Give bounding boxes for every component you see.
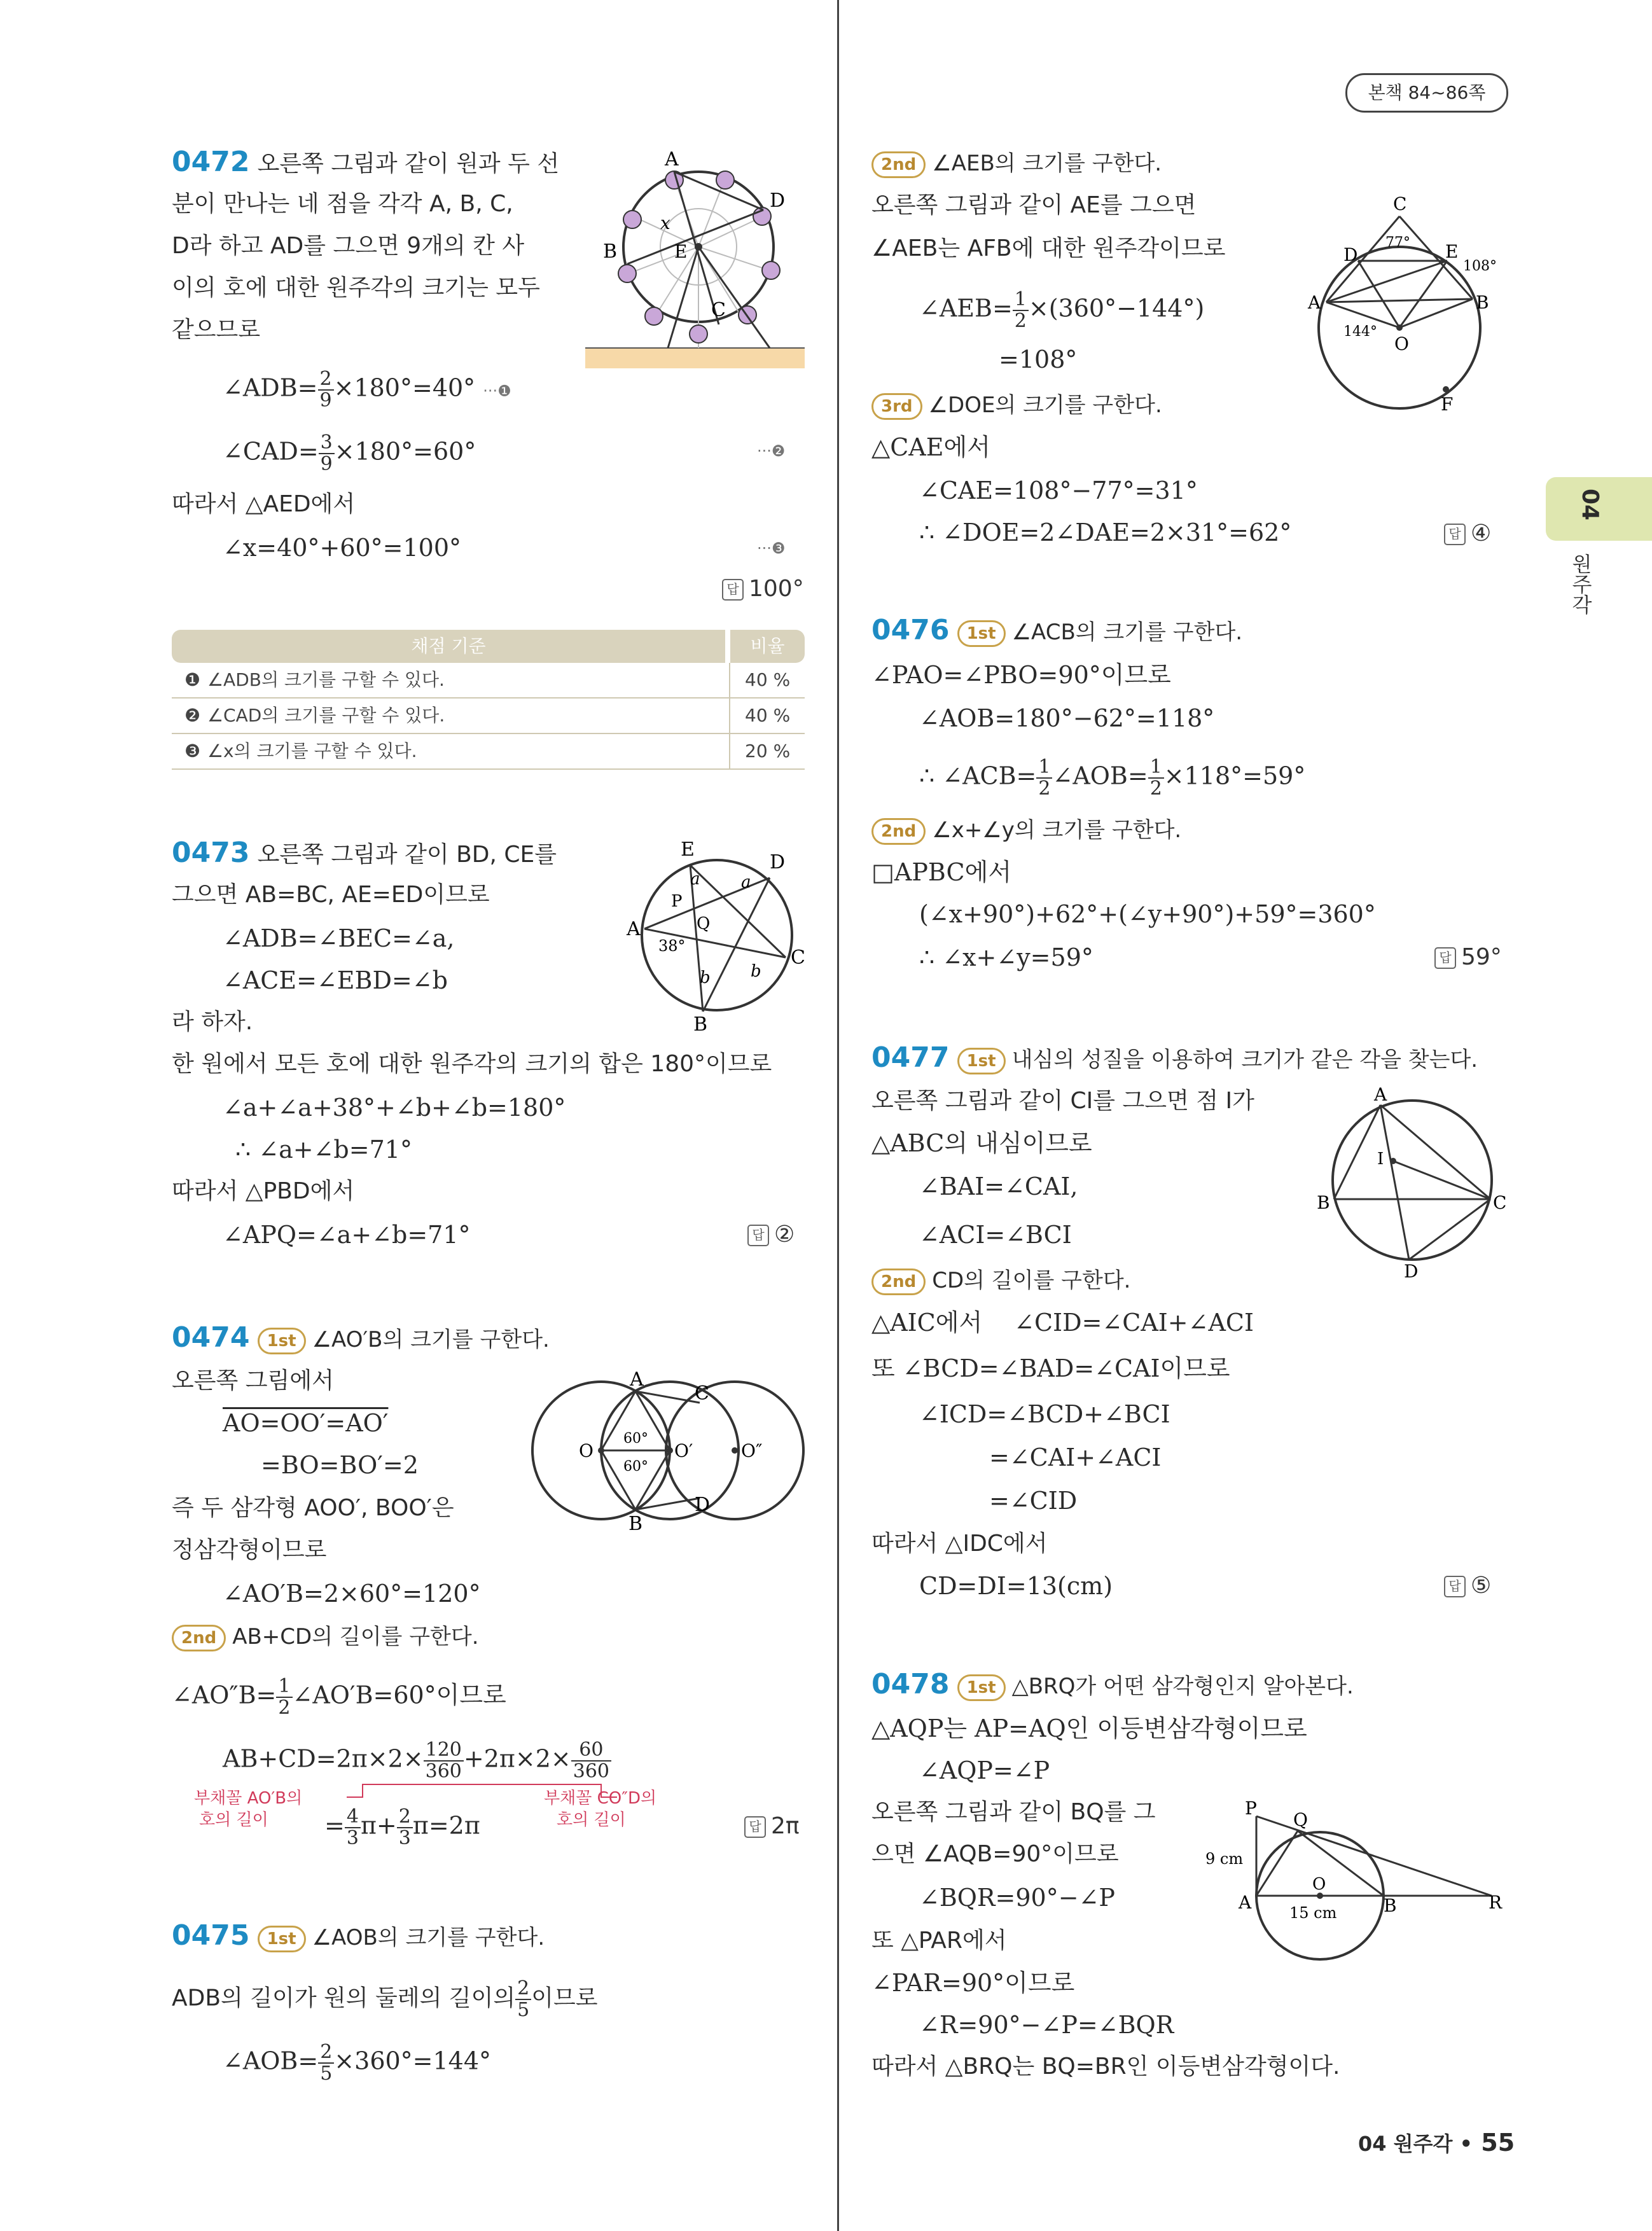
label-60-2: 60° [623, 1459, 648, 1475]
problem-number: 0474 [172, 1321, 250, 1354]
eq: △CAE에서 [871, 433, 990, 461]
eq: CD=DI=13(cm) [919, 1572, 1113, 1600]
den: 3 [398, 1827, 411, 1849]
label-q: Q [697, 914, 711, 933]
table-header [172, 630, 805, 663]
step-text: CD의 길이를 구한다. [932, 1268, 1131, 1293]
label-b2: b [751, 962, 761, 981]
text: 따라서 △PBD에서 [172, 1178, 355, 1204]
den: 2 [1038, 777, 1051, 800]
fraction [397, 1807, 413, 1849]
header-criteria: 채점 기준 [172, 630, 725, 663]
eq: ∠BAI=∠CAI, [919, 1172, 1078, 1200]
label-d: D [695, 1494, 711, 1516]
den: 2 [1014, 310, 1027, 332]
circle-aob-figure [1304, 191, 1514, 420]
answer-value: 2π [771, 1813, 800, 1839]
eq-part: ADB의 길이가 원의 둘레의 길이의 [172, 1985, 516, 2012]
note-line: 부채꼴 CO″D의 [544, 1789, 657, 1808]
problem-0472-line-3: D라 하고 AD를 그으면 9개의 칸 사 [172, 233, 525, 259]
step-badge: 2nd [871, 818, 926, 845]
row-rate: 40 % [729, 663, 805, 697]
mark: ···❶ [483, 382, 511, 400]
label-p: P [671, 892, 683, 911]
label-b: B [628, 1513, 643, 1535]
page-number: 55 [1481, 2129, 1515, 2157]
eq: (∠x+90°)+62°+(∠y+90°)+59°=360° [919, 900, 1376, 928]
eq-part: ×180°=60° [334, 437, 476, 466]
label-d: D [1404, 1261, 1419, 1282]
answer-value: ④ [1471, 520, 1492, 546]
answer-0474 [744, 1813, 800, 1839]
step-badge: 1st [957, 1048, 1006, 1074]
label-d: D [770, 190, 786, 212]
label-c: C [711, 299, 726, 321]
text: 즉 두 삼각형 AOO′, BOO′은 [172, 1495, 454, 1521]
fraction [318, 369, 334, 411]
column-divider [837, 0, 839, 2231]
text: 따라서 △BRQ는 BQ=BR인 이등변삼각형이다. [871, 2054, 1340, 2080]
label-c: C [1393, 193, 1407, 214]
eq-cad [223, 433, 476, 475]
label-a: A [1239, 1892, 1252, 1913]
problem-0475-line-1 [172, 1921, 545, 1952]
num: 1 [1013, 289, 1029, 311]
problem-number: 0477 [871, 1041, 950, 1074]
label-a: A [1374, 1084, 1387, 1105]
step-text: ∠AEB의 크기를 구한다. [932, 151, 1162, 176]
problem-0477-line-1 [871, 1043, 1478, 1074]
problem-number: 0472 [172, 146, 250, 178]
grading-table [172, 630, 805, 770]
eq-part: ∠CAD= [223, 437, 319, 466]
step-2 [172, 1621, 479, 1651]
row-text: ∠CAD의 크기를 구할 수 있다. [207, 705, 445, 726]
answer-icon: 답 [722, 579, 744, 601]
problem-0474-line-1 [172, 1323, 550, 1354]
den: 5 [517, 1999, 530, 2021]
answer-icon: 답 [744, 1816, 766, 1838]
footer-chapter: 04 원주각 • [1358, 2132, 1473, 2156]
ferris-wheel-figure [585, 143, 805, 372]
problem-0473-line-1 [172, 838, 557, 870]
eq: ∠AQP=∠P [919, 1756, 1050, 1784]
eq-part: 이므로 [531, 1985, 598, 2012]
eq: ∠AOB=180°−62°=118° [919, 704, 1215, 732]
row-text: ∠ADB의 크기를 구할 수 있다. [207, 669, 445, 690]
fraction [515, 1978, 531, 2020]
eq-part: +2π×2× [463, 1744, 571, 1773]
eq: =BO=BO′=2 [261, 1451, 419, 1479]
fraction [424, 1740, 464, 1782]
eq-x: ∠x=40°+60°=100° [223, 534, 462, 562]
den: 3 [346, 1827, 359, 1849]
label-60-1: 60° [623, 1431, 648, 1447]
label-o1: O′ [674, 1440, 693, 1461]
note-line: 호의 길이 [557, 1811, 626, 1830]
label-c: C [1493, 1192, 1507, 1213]
eq: ∠AO′B=2×60°=120° [223, 1580, 481, 1608]
eq-part: AB+CD=2π×2× [223, 1744, 424, 1773]
label-p: P [1245, 1798, 1257, 1819]
text: 오른쪽 그림에서 [172, 1368, 334, 1394]
label-o: O [1312, 1875, 1326, 1894]
note-connectors [344, 1781, 852, 1807]
problem-number: 0475 [172, 1919, 250, 1952]
label-x: x [660, 212, 670, 233]
text: 그으면 AB=BC, AE=ED이므로 [172, 882, 490, 908]
header-rate: 비율 [730, 630, 805, 663]
eq-part: ×180°=40° [333, 373, 476, 402]
eq [172, 1978, 598, 2020]
row-text: ∠x의 크기를 구할 수 있다. [207, 740, 417, 761]
eq [223, 2042, 491, 2084]
step-badge: 1st [957, 1674, 1006, 1701]
row-num: ❶ [184, 669, 201, 690]
label-b: B [603, 240, 618, 263]
answer-icon: 답 [1434, 947, 1456, 969]
fraction [318, 2042, 334, 2084]
eq-part: ∠AO″B= [172, 1681, 277, 1709]
label-a: A [630, 1368, 644, 1391]
answer-icon: 답 [1444, 1576, 1466, 1597]
answer-0473 [747, 1221, 795, 1248]
eq-part: ∴ ∠ACB= [919, 761, 1037, 790]
num: 1 [1148, 757, 1164, 779]
eq: ∴ ∠a+∠b=71° [235, 1136, 412, 1164]
problem-0472-line-1 [172, 148, 559, 179]
num: 3 [319, 433, 335, 454]
step-text: ∠ACB의 크기를 구한다. [1011, 620, 1243, 645]
den: 9 [320, 453, 333, 475]
chapter-tab-label: 원주각 [1569, 553, 1593, 615]
label-15cm: 15 cm [1289, 1904, 1337, 1922]
eq: ∴ ∠DOE=2∠DAE=2×31°=62° [919, 518, 1292, 546]
eq: =∠CID [989, 1487, 1078, 1515]
table-row [172, 698, 805, 734]
eq: ∠R=90°−∠P=∠BQR [919, 2011, 1174, 2039]
num: 2 [318, 2042, 334, 2064]
label-b: B [1476, 292, 1489, 313]
den: 5 [320, 2062, 333, 2085]
step-2-0475 [871, 148, 1162, 178]
num: 2 [318, 369, 334, 391]
fraction [1036, 757, 1052, 799]
den: 360 [573, 1760, 609, 1783]
label-a: A [1308, 292, 1321, 313]
label-f: F [1441, 394, 1454, 415]
step-3-0475 [871, 389, 1162, 420]
label-b: B [1317, 1192, 1330, 1213]
num: 60 [571, 1740, 611, 1762]
label-d: D [1343, 244, 1358, 265]
eq: ∠ACE=∠EBD=∠b [223, 966, 448, 994]
step-badge: 2nd [871, 151, 926, 178]
answer-0477 [1444, 1573, 1491, 1599]
problem-number: 0476 [871, 614, 950, 646]
eq: AO=OO′=AO′ [223, 1409, 389, 1437]
label-angle: 38° [658, 937, 686, 955]
eq [919, 289, 1204, 331]
eq-part: ×118°=59° [1163, 761, 1306, 790]
answer-icon: 답 [1444, 524, 1466, 545]
note-line: 호의 길이 [199, 1811, 268, 1830]
text: 따라서 △IDC에서 [871, 1531, 1048, 1557]
label-77: 77° [1385, 235, 1410, 251]
fraction [319, 433, 335, 475]
row-num: ❷ [184, 705, 201, 726]
answer-0472 [722, 576, 804, 602]
eq-part: ∠CID=∠CAI+∠ACI [1014, 1309, 1254, 1337]
eq-part: ∠AOB= [223, 2047, 319, 2075]
answer-value: ② [774, 1221, 795, 1248]
problem-number: 0473 [172, 837, 250, 869]
eq-part: π+ [360, 1811, 397, 1840]
eq [324, 1807, 480, 1849]
label-144: 144° [1343, 324, 1377, 340]
eq-part: ×360°=144° [334, 2047, 492, 2075]
text: ∠AEB는 AFB에 대한 원주각이므로 [871, 235, 1226, 261]
mark-3: ···❸ [757, 539, 786, 557]
eq: ∠ICD=∠BCD+∠BCI [919, 1400, 1170, 1428]
answer-icon: 답 [747, 1225, 769, 1246]
text: 오른쪽 그림과 같이 CI를 그으면 점 I가 [871, 1088, 1254, 1114]
eq-part: ∠AOB= [1052, 761, 1148, 790]
label-b: B [693, 1013, 708, 1036]
star-circle-figure [627, 838, 811, 1036]
step-text: ∠DOE의 크기를 구한다. [928, 393, 1162, 418]
chapter-tab[interactable] [1546, 477, 1652, 541]
eq-part: ∠AEB= [919, 294, 1013, 323]
row-rate: 20 % [729, 734, 805, 768]
step-2-0476 [871, 814, 1181, 845]
label-108: 108° [1463, 258, 1497, 274]
text: 정삼각형이므로 [172, 1537, 327, 1563]
eq: ∠ADB=∠BEC=∠a, [223, 924, 455, 952]
text: 한 원에서 모든 호에 대한 원주각의 크기의 합은 180°이므로 [172, 1051, 772, 1077]
step-badge: 1st [957, 620, 1006, 647]
problem-0472-line-2: 분이 만나는 네 점을 각각 A, B, C, [172, 191, 513, 217]
label-o: O [1394, 333, 1409, 354]
label-q: Q [1293, 1809, 1308, 1830]
text: 오른쪽 그림과 같이 AE를 그으면 [871, 192, 1197, 218]
table-row [172, 663, 805, 698]
ground [585, 348, 805, 368]
step-text: △BRQ가 어떤 삼각형인지 알아본다. [1011, 1674, 1354, 1699]
text: 오른쪽 그림과 같이 원과 두 선 [257, 151, 560, 177]
label-a: A [627, 918, 641, 940]
step-2-0477 [871, 1265, 1130, 1295]
step-badge: 2nd [172, 1625, 226, 1651]
answer-value: 100° [749, 576, 804, 602]
text: 따라서 △AED에서 [172, 491, 356, 517]
note-line: 부채꼴 AO′B의 [194, 1789, 303, 1808]
label-c: C [695, 1382, 709, 1405]
label-a: A [665, 148, 679, 170]
label-b: B [1384, 1895, 1397, 1916]
label-e: E [674, 241, 688, 262]
fraction [1148, 757, 1164, 799]
incircle-figure [1317, 1084, 1511, 1282]
label-o2: O″ [741, 1440, 763, 1461]
label-o: O [579, 1440, 593, 1461]
chapter-tab-number: 04 [1577, 489, 1603, 521]
eq: =∠CAI+∠ACI [989, 1443, 1162, 1471]
step-badge: 3rd [871, 393, 922, 420]
step-text: ∠AOB의 크기를 구한다. [312, 1925, 545, 1950]
problem-0478-line-1 [871, 1670, 1354, 1701]
eq: ∠BQR=90°−∠P [919, 1884, 1115, 1912]
num: 2 [515, 1978, 531, 2000]
eq: ∠PAO=∠PBO=90°이므로 [871, 661, 1171, 689]
den: 9 [319, 389, 332, 412]
tangent-figure [1205, 1800, 1511, 1966]
den: 360 [425, 1760, 462, 1783]
eq: 또 ∠BCD=∠BAD=∠CAI이므로 [871, 1354, 1230, 1382]
row-rate: 40 % [729, 698, 805, 733]
label-e: E [681, 838, 695, 861]
fraction [276, 1676, 292, 1718]
step-text: 내심의 성질을 이용하여 크기가 같은 각을 찾는다. [1011, 1047, 1478, 1073]
answer-value: ⑤ [1471, 1573, 1492, 1599]
label-d: D [770, 851, 786, 873]
eq: □APBC에서 [871, 858, 1012, 886]
eq-part: π=2π [412, 1811, 480, 1840]
label-r: R [1489, 1892, 1503, 1913]
page-reference: 본책 84~86쪽 [1345, 73, 1508, 113]
problem-0476-line-1 [871, 616, 1242, 647]
step-badge: 2nd [871, 1268, 926, 1295]
text: 으면 ∠AQB=90°이므로 [871, 1841, 1119, 1867]
three-circles-figure [528, 1368, 808, 1533]
label-c: C [791, 947, 805, 969]
problem-0472-line-4: 이의 호에 대한 원주각의 크기는 모두 [172, 275, 540, 301]
label-9cm: 9 cm [1205, 1850, 1244, 1868]
eq: ∠a+∠a+38°+∠b+∠b=180° [223, 1094, 566, 1122]
eq-part: ∠ADB= [223, 373, 318, 402]
num: 1 [1036, 757, 1052, 779]
problem-0472-line-5: 같으므로 [172, 317, 261, 343]
text: △ABC의 내심이므로 [871, 1129, 1092, 1157]
step-text: ∠x+∠y의 크기를 구한다. [932, 817, 1182, 843]
eq-part: = [324, 1811, 345, 1840]
num: 2 [397, 1807, 413, 1828]
mark-2: ···❷ [757, 442, 786, 460]
note-sector-aob [194, 1788, 302, 1831]
step-badge: 1st [258, 1328, 306, 1354]
step-text: AB+CD의 길이를 구한다. [232, 1624, 479, 1650]
label-a1: a [690, 870, 700, 889]
num: 1 [276, 1676, 292, 1698]
answer-0476 [1434, 944, 1502, 970]
text: 오른쪽 그림과 같이 BQ를 그 [871, 1799, 1156, 1825]
eq: △AQP는 AP=AQ인 이등변삼각형이므로 [871, 1714, 1307, 1742]
eq: ∠APQ=∠a+∠b=71° [223, 1221, 471, 1249]
fraction [1013, 289, 1029, 331]
eq [919, 757, 1305, 799]
step-badge: 1st [258, 1926, 306, 1952]
eq: =108° [999, 345, 1078, 373]
text: 오른쪽 그림과 같이 BD, CE를 [257, 842, 557, 868]
eq: ∠CAE=108°−77°=31° [919, 476, 1198, 504]
eq-part: ×(360°−144°) [1028, 294, 1205, 323]
eq-adb [223, 369, 511, 411]
num: 120 [424, 1740, 464, 1762]
den: 2 [1149, 777, 1162, 800]
eq: ∠ACI=∠BCI [919, 1221, 1072, 1249]
den: 2 [278, 1697, 291, 1719]
eq: ∴ ∠x+∠y=59° [919, 943, 1093, 971]
table-row [172, 734, 805, 770]
answer-0475 [1444, 520, 1491, 546]
fraction [345, 1807, 361, 1849]
label-b1: b [700, 968, 711, 987]
problem-number: 0478 [871, 1668, 950, 1700]
step-text: ∠AO′B의 크기를 구한다. [312, 1327, 550, 1352]
label-i: I [1377, 1150, 1384, 1169]
footer [1358, 2128, 1515, 2157]
eq [223, 1740, 611, 1782]
label-e: E [1445, 241, 1459, 262]
eq-part: ∠AO′B=60°이므로 [292, 1681, 506, 1709]
answer-value: 59° [1461, 944, 1502, 970]
eq: ∠PAR=90°이므로 [871, 1969, 1075, 1997]
text: 라 하자. [172, 1009, 253, 1035]
eq [172, 1676, 506, 1718]
num: 4 [345, 1807, 361, 1828]
label-a2: a [741, 873, 751, 892]
text: 또 △PAR에서 [871, 1928, 1007, 1954]
eq-part: △AIC에서 [871, 1309, 983, 1337]
row-num: ❸ [184, 740, 201, 761]
fraction [571, 1740, 611, 1782]
eq [871, 1308, 1254, 1337]
